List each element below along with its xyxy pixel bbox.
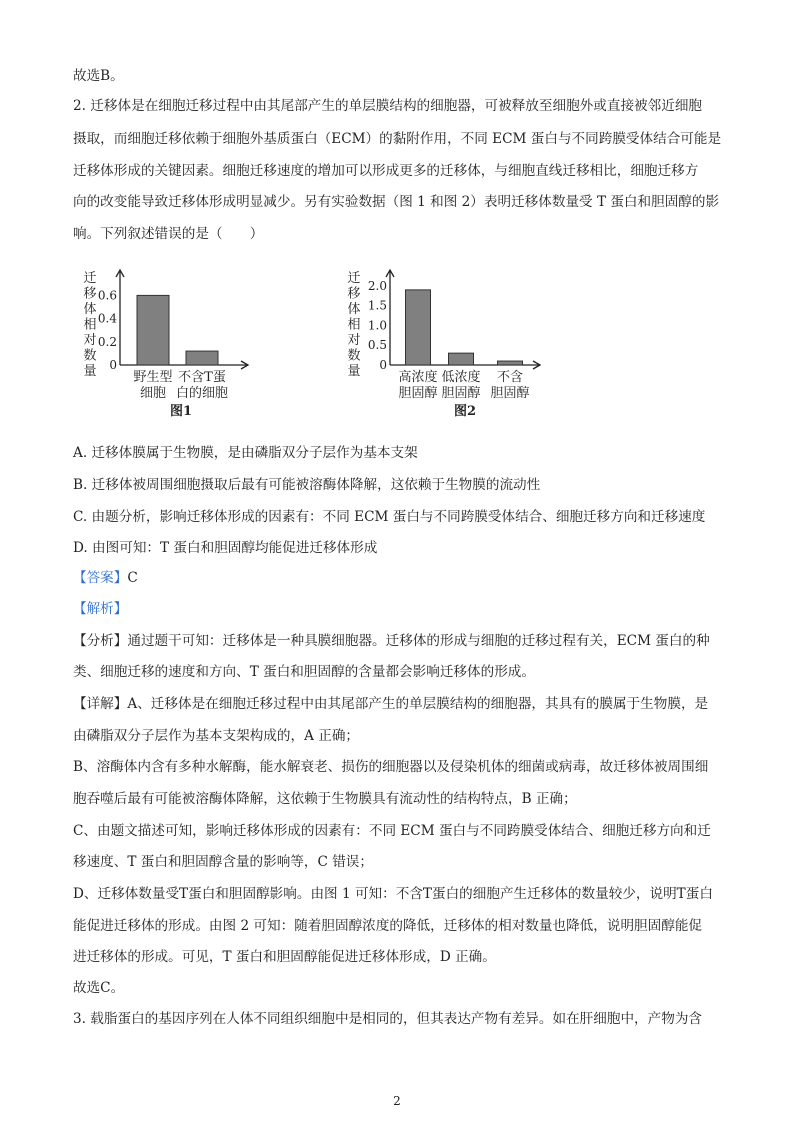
y-axis-label-char: 移 xyxy=(347,286,361,302)
y-tick-label: 1.5 xyxy=(367,298,387,313)
option-d: D. 由图可知：T 蛋白和胆固醇均能促进迁移体形成 xyxy=(73,540,378,556)
y-tick-label: 0.6 xyxy=(97,288,117,303)
y-axis-label-char: 相 xyxy=(347,317,361,333)
y-axis-label-char: 移 xyxy=(83,286,97,302)
page-number: 2 xyxy=(393,1094,401,1108)
y-axis-label-char: 数 xyxy=(83,348,97,364)
y-axis-label-char: 量 xyxy=(347,364,361,379)
question-2-stem-line: 迁移体形成的关键因素。细胞迁移速度的增加可以形成更多的迁移体，与细胞直线迁移相比，细胞迁移方 xyxy=(73,163,699,179)
y-axis-label-char: 对 xyxy=(347,333,361,348)
chart-title: 图1 xyxy=(169,404,193,419)
y-axis-label-char: 迁 xyxy=(347,271,361,286)
y-tick-label: 0 xyxy=(109,358,117,372)
y-tick-label: 1.0 xyxy=(367,318,387,333)
question-2-stem-line: 摄取，而细胞迁移依赖于细胞外基质蛋白（ECM）的黏附作用，不同 ECM 蛋白与不同跨膜受体结合可能是 xyxy=(73,131,722,147)
fenxi-text: 通过题干可知：迁移体是一种具膜细胞器。迁移体的形成与细胞的迁移过程有关，ECM 蛋白的种 xyxy=(127,633,710,649)
x-category-label: 低浓度 xyxy=(441,370,481,385)
y-tick-label: 0.4 xyxy=(97,311,117,326)
detail-line xyxy=(73,695,708,713)
bar xyxy=(449,353,474,365)
detail-tag: 【详解】 xyxy=(73,696,128,712)
option-b: B. 迁移体被周围细胞摄取后最有可能被溶酶体降解，这依赖于生物膜的流动性 xyxy=(73,477,541,493)
y-axis-label-char: 体 xyxy=(347,302,361,317)
question-2-stem-line: 2. 迁移体是在细胞迁移过程中由其尾部产生的单层膜结构的细胞器，可被释放至细胞外或直接被邻近细胞 xyxy=(73,98,703,114)
detail-line: 由磷脂双分子层作为基本支架构成的，A 正确； xyxy=(73,728,360,744)
answer-value: C xyxy=(127,570,138,586)
conclusion-line: 故选C。 xyxy=(73,980,125,996)
detail-line: B、溶酶体内含有多种水解酶，能水解衰老、损伤的细胞器以及侵染机体的细菌或病毒，故迁移体被周围细 xyxy=(73,759,709,775)
x-category-label: 不含 xyxy=(496,370,524,385)
y-tick-label: 0.2 xyxy=(97,334,117,349)
bar xyxy=(406,290,431,365)
bar xyxy=(498,361,523,365)
previous-answer-line: 故选B。 xyxy=(73,68,124,84)
x-category-label: 胆固醇 xyxy=(398,386,438,401)
fenxi-line: 类、细胞迁移的速度和方向、T 蛋白和胆固醇的含量都会影响迁移体的形成。 xyxy=(73,664,535,680)
detail-line: D、迁移体数量受T蛋白和胆固醇影响。由图 1 可知：不含T蛋白的细胞产生迁移体的数量较少，说明T蛋白 xyxy=(73,886,713,902)
y-axis-label-char: 迁 xyxy=(83,271,97,286)
x-category-label: 胆固醇 xyxy=(441,386,481,401)
detail-line: C、由题文描述可知，影响迁移体形成的因素有：不同 ECM 蛋白与不同跨膜受体结合、细胞迁移方向和迁 xyxy=(73,823,711,839)
chart-title: 图2 xyxy=(453,404,477,419)
fenxi-tag: 【分析】 xyxy=(73,633,128,649)
analysis-heading xyxy=(73,600,127,618)
x-category-label: 不含T蛋 xyxy=(178,370,226,385)
detail-line: 移速度、T 蛋白和胆固醇含量的影响等，C 错误； xyxy=(73,854,373,870)
bar xyxy=(137,295,169,365)
figure-1-chart xyxy=(78,262,268,426)
option-a: A. 迁移体膜属于生物膜，是由磷脂双分子层作为基本支架 xyxy=(73,445,418,461)
bar xyxy=(186,351,218,365)
y-tick-label: 2.0 xyxy=(367,278,387,293)
x-category-label: 野生型 xyxy=(133,370,173,385)
question-2-stem-line: 向的改变能导致迁移体形成明显减少。另有实验数据（图 1 和图 2）表明迁移体数量受 T 蛋白和胆固醇的影 xyxy=(73,194,720,210)
figure-2-svg xyxy=(340,262,560,422)
y-axis-label-char: 相 xyxy=(83,317,97,333)
detail-line: 胞吞噬后最有可能被溶酶体降解，这依赖于生物膜具有流动性的结构特点，B 正确； xyxy=(73,791,577,807)
y-axis-label-char: 对 xyxy=(83,333,97,348)
option-c: C. 由题分析，影响迁移体形成的因素有：不同 ECM 蛋白与不同跨膜受体结合、细胞迁移方向和迁移速度 xyxy=(73,509,706,525)
detail-line: 能促进迁移体的形成。由图 2 可知：随着胆固醇浓度的降低，迁移体的相对数量也降低，说明胆固醇能促 xyxy=(73,918,703,934)
y-axis-label-char: 数 xyxy=(347,348,361,364)
x-category-label: 白的细胞 xyxy=(175,386,229,401)
x-category-label: 细胞 xyxy=(139,386,167,401)
y-tick-label: 0 xyxy=(379,358,387,372)
y-axis-label-char: 量 xyxy=(83,364,97,379)
detail-text: A、迁移体是在细胞迁移过程中由其尾部产生的单层膜结构的细胞器，其具有的膜属于生物膜，是 xyxy=(127,696,709,712)
answer-line xyxy=(73,569,138,587)
answer-tag: 【答案】 xyxy=(73,570,128,586)
analysis-tag: 【解析】 xyxy=(73,601,128,617)
figure-1-svg xyxy=(78,262,268,422)
detail-line: 进迁移体的形成。可见，T 蛋白和胆固醇能促进迁移体形成，D 正确。 xyxy=(73,949,496,965)
x-category-label: 胆固醇 xyxy=(490,386,530,401)
question-3-stem-line: 3. 载脂蛋白的基因序列在人体不同组织细胞中是相同的，但其表达产物有差异。如在肝细胞中，产物为含 xyxy=(73,1011,703,1027)
question-2-stem-line: 响。下列叙述错误的是（ ） xyxy=(73,226,264,242)
x-category-label: 高浓度 xyxy=(398,370,438,385)
fenxi-line xyxy=(73,632,710,650)
figure-2-chart xyxy=(340,262,560,426)
y-axis-label-char: 体 xyxy=(83,302,97,317)
y-tick-label: 0.5 xyxy=(367,338,387,353)
